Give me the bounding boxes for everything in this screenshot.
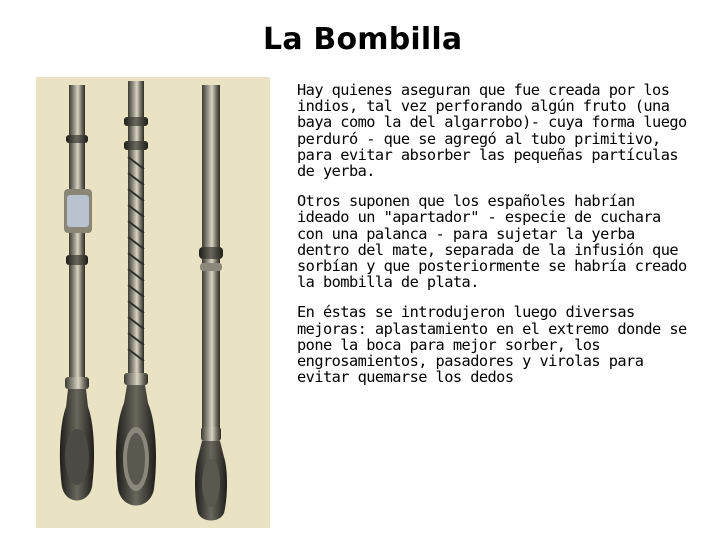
slide-title: La Bombilla bbox=[263, 22, 463, 57]
body-text bbox=[297, 82, 689, 399]
bombillas-photo bbox=[36, 77, 270, 528]
paragraph-origin-espanoles: Otros suponen que los españoles habrían ideado un "apartador" - especie de cuchara con una palanca - para sujetar la yerba dentro del mate, separada de la infusión que sorbían y que posteriormente se habría creado la bombilla de plata. bbox=[297, 192, 687, 292]
paragraph-origin-indios: Hay quienes aseguran que fue creada por los indios, tal vez perforando algún fruto (una baya como la del algarrobo)- cuya forma luego perduró - que se agregó al tubo primitivo, para evitar absorber las pequeñas partículas de yerba. bbox=[297, 81, 687, 181]
paragraph-mejoras: En éstas se introdujeron luego diversas mejoras: aplastamiento en el extremo donde se pone la boca para mejor sorber, los engrosamientos, pasadores y virolas para evitar quemarse los dedos bbox=[297, 303, 687, 387]
